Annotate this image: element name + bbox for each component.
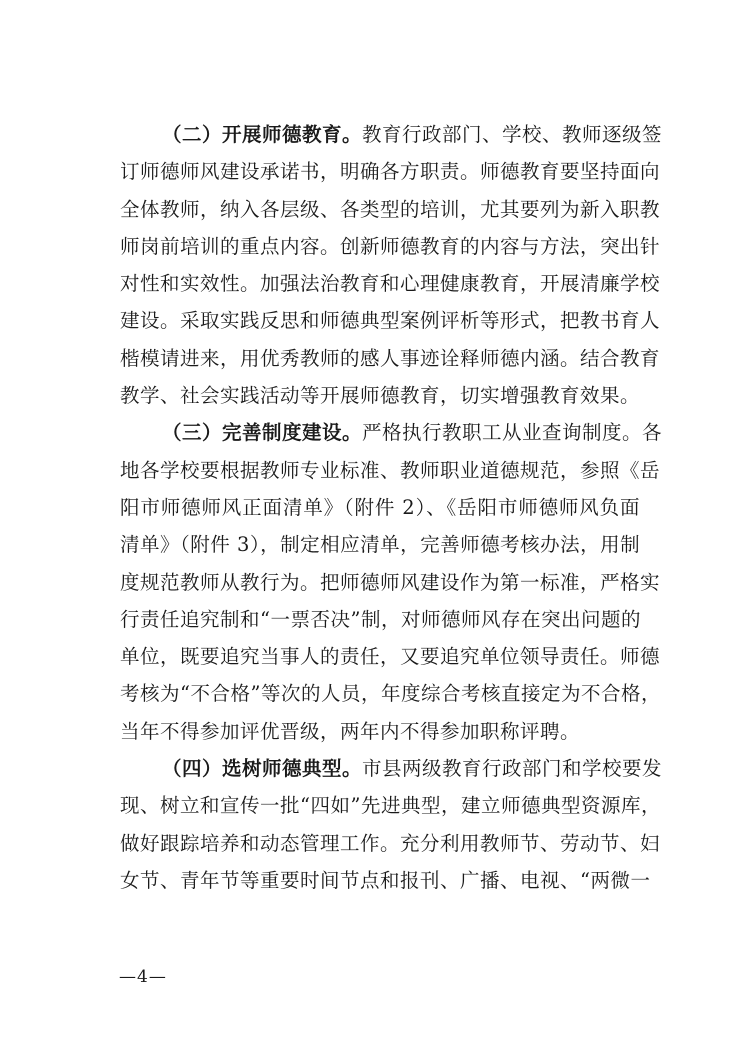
section-2-line-3: 师岗前培训的重点内容。创新师德教育的内容与方法，突出针 — [120, 234, 661, 258]
section-4-line-0: 市县两级教育行政部门和学校要发 — [362, 757, 663, 781]
section-4-line-3: 女节、青年节等重要时间节点和报刊、广播、电视、“两微一 — [120, 868, 651, 892]
section-2-line-4: 对性和实效性。加强法治教育和心理健康教育，开展清廉学校 — [120, 272, 661, 296]
section-3-line-0: 严格执行教职工从业查询制度。各 — [362, 421, 663, 445]
section-4-first-line — [120, 750, 663, 787]
section-2-line-0: 教育行政部门、学校、教师逐级签 — [362, 123, 663, 146]
section-3-heading: （三）完善制度建设。 — [162, 421, 363, 445]
section-4-line-1: 现、树立和宣传一批“四如”先进典型，建立师德典型资源库， — [120, 794, 661, 818]
section-3-line-6: 单位，既要追究当事人的责任，又要追究单位领导责任。师德 — [120, 645, 661, 669]
document-body — [120, 116, 663, 899]
section-3-line-4: 度规范教师从教行为。把师德师风建设作为第一标准，严格实 — [120, 570, 661, 594]
section-2-line-6: 楷模请进来，用优秀教师的感人事迹诠释师德内涵。结合教育 — [120, 346, 661, 370]
page-number: —4— — [119, 967, 167, 987]
section-3-line-2: 阳市师德师风正面清单》（附件 2）、《岳阳市师德师风负面 — [120, 495, 640, 519]
section-2-heading: （二）开展师德教育。 — [162, 123, 363, 146]
section-2-line-7: 教学、社会实践活动等开展师德教育，切实增强教育效果。 — [120, 384, 641, 408]
section-3-line-8: 当年不得参加评优晋级，两年内不得参加职称评聘。 — [120, 719, 581, 743]
section-4-line-2: 做好跟踪培养和动态管理工作。充分利用教师节、劳动节、妇 — [120, 831, 661, 855]
section-3-line-5: 行责任追究制和“一票否决”制，对师德师风存在突出问题的 — [120, 607, 641, 631]
section-3-line-1: 地各学校要根据教师专业标准、教师职业道德规范，参照《岳 — [120, 458, 661, 482]
section-2-first-line — [120, 116, 663, 153]
section-3-line-7: 考核为“不合格”等次的人员，年度综合考核直接定为不合格， — [120, 682, 661, 706]
section-2-line-1: 订师德师风建设承诺书，明确各方职责。师德教育要坚持面向 — [120, 160, 661, 184]
section-2-line-5: 建设。采取实践反思和师德典型案例评析等形式，把教书育人 — [120, 309, 661, 333]
section-3-line-3: 清单》（附件 3），制定相应清单，完善师德考核办法，用制 — [120, 533, 641, 557]
section-4-heading: （四）选树师德典型。 — [162, 757, 363, 781]
section-3-first-line — [120, 414, 663, 451]
section-2-line-2: 全体教师，纳入各层级、各类型的培训，尤其要列为新入职教 — [120, 197, 661, 221]
